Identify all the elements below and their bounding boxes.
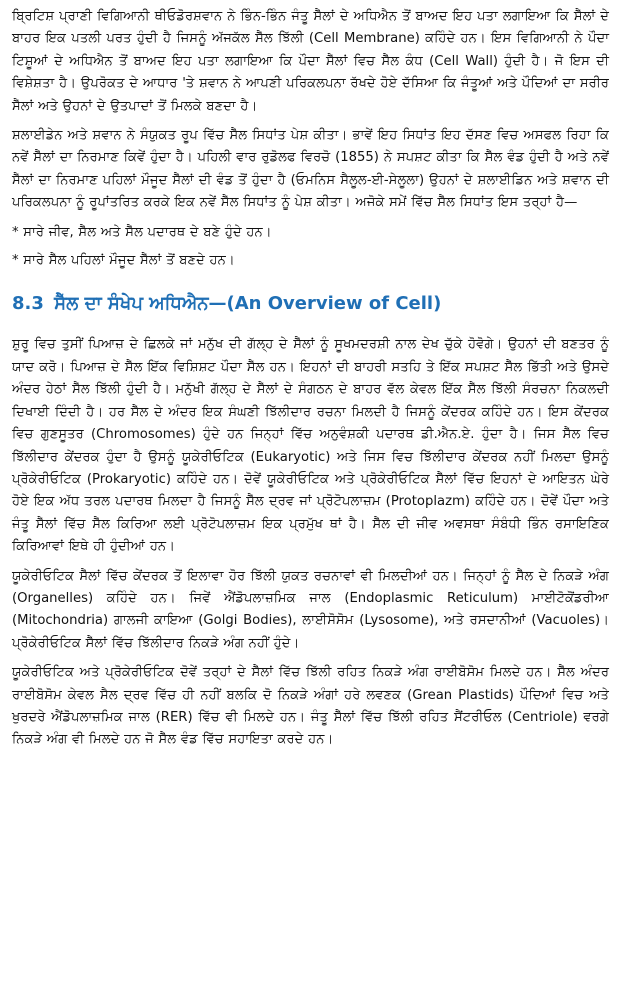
section-title: ਸੈੱਲ ਦਾ ਸੰਖੇਪ ਅਧਿਐਨ—(An Overview of Cell) xyxy=(54,293,442,315)
bullet-item: * ਸਾਰੇ ਜੀਵ, ਸੈੱਲ ਅਤੇ ਸੈੱਲ ਪਦਾਰਥ ਦੇ ਬਣੇ ਹੁੰਦੇ ਹਨ। xyxy=(12,224,272,240)
bullet-item: * ਸਾਰੇ ਸੈੱਲ ਪਹਿਲਾਂ ਮੌਜੂਦ ਸੈੱਲਾਂ ਤੋਂ ਬਣਦੇ ਹਨ। xyxy=(12,253,235,269)
section-heading xyxy=(12,290,609,318)
paragraph-onion-cheek-cells: ਸ਼ੁਰੂ ਵਿਚ ਤੁਸੀਂ ਪਿਆਜ਼ ਦੇ ਛਿਲਕੇ ਜਾਂ ਮਨੁੱਖ ਦੀ ਗੱਲ੍ਹ ਦੇ ਸੈੱਲਾਂ ਨੂੰ ਸੂਖਮਦਰਸ਼ੀ ਨਾਲ ਦੇਖ ਚੁੱਕੇ ਹੋਵੋਗੇ। ਉਹਨਾਂ ਦੀ ਬਣਤਰ ਨੂੰ ਯਾਦ ਕਰੋ। ਪਿਆਜ਼ ਦੇ ਸੈੱਲ ਇੱਕ ਵਿਸ਼ਿਸ਼ਟ ਪੌਦਾ ਸੈੱਲ ਹਨ। ਇਹਨਾਂ ਦੀ ਬਾਹਰੀ ਸਤਹਿ ਤੇ ਇੱਕ ਸਪਸ਼ਟ ਸੈੱਲ ਭਿੱਤੀ ਅਤੇ ਉਸਦੇ ਅੰਦਰ ਹੇਠਾਂ ਸੈੱਲ ਝਿੱਲੀ ਹੁੰਦੀ ਹੈ। ਮਨੁੱਖੀ ਗੱਲ੍ਹ ਦੇ ਸੈੱਲਾਂ ਦੇ ਸੰਗਠਨ ਦੇ ਬਾਹਰ ਵੱਲ ਕੇਵਲ ਇੱਕ ਸੈੱਲ ਝਿੱਲੀ ਸੰਰਚਨਾ ਨਿਕਲਦੀ ਦਿਖਾਈ ਦਿੰਦੀ ਹੈ। ਹਰ ਸੈੱਲ ਦੇ ਅੰਦਰ ਇਕ ਸੰਘਣੀ ਝਿੱਲੀਦਾਰ ਰਚਨਾ ਮਿਲਦੀ ਹੈ ਜਿਸਨੂੰ ਕੇਂਦਰਕ ਕਹਿੰਦੇ ਹਨ। ਇਸ ਕੇਂਦਰਕ ਵਿਚ ਗੁਣਸੂਤਰ (Chromosomes) ਹੁੰਦੇ ਹਨ ਜਿਨ੍ਹਾਂ ਵਿੱਚ ਅਨੁਵੰਸ਼ਕੀ ਪਦਾਰਥ ਡੀ.ਐਨ.ਏ. ਹੁੰਦਾ ਹੈ। ਜਿਸ ਸੈੱਲ ਵਿਚ ਝਿੱਲੀਦਾਰ ਕੇਂਦਰਕ ਹੁੰਦਾ ਹੈ ਉਸਨੂੰ ਯੂਕੇਰੀਓਟਿਕ (Eukaryotic) ਅਤੇ ਜਿਸ ਵਿਚ ਝਿੱਲੀਦਾਰ ਕੇਂਦਰਕ ਨਹੀਂ ਮਿਲਦਾ ਉਸਨੂੰ ਪ੍ਰੋਕੇਰੀਓਟਿਕ (Prokaryotic) ਕਹਿੰਦੇ ਹਨ। ਦੋਵੇਂ ਯੂਕੇਰੀਓਟਿਕ ਅਤੇ ਪ੍ਰੋਕੇਰੀਓਟਿਕ ਸੈੱਲਾਂ ਵਿੱਚ ਇਹਨਾਂ ਦੇ ਆਇਤਨ ਘੇਰੇ ਹੋਏ ਇਕ ਅੱਧ ਤਰਲ ਪਦਾਰਥ ਮਿਲਦਾ ਹੈ ਜਿਸਨੂੰ ਸੈੱਲ ਦ੍ਰਵ ਜਾਂ ਪ੍ਰੋਟੋਪਲਾਜ਼ਮ (Protoplazm) ਕਹਿੰਦੇ ਹਨ। ਦੋਵੇਂ ਪੌਦਾ ਅਤੇ ਜੰਤੂ ਸੈੱਲਾਂ ਵਿੱਚ ਸੈੱਲ ਕਿਰਿਆ ਲਈ ਪ੍ਰੋਟੋਪਲਾਜ਼ਮ ਇਕ ਪ੍ਰਮੁੱਖ ਥਾਂ ਹੈ। ਸੈੱਲ ਦੀ ਜੀਵ ਅਵਸਥਾ ਸੰਬੰਧੀ ਭਿੰਨ ਰਸਾਇਣਿਕ ਕਿਰਿਆਵਾਂ ਇਥੇ ਹੀ ਹੁੰਦੀਆਂ ਹਨ। xyxy=(12,337,609,555)
section-number: 8.3 xyxy=(12,293,44,315)
paragraph-organelles: ਯੂਕੇਰੀਓਟਿਕ ਸੈੱਲਾਂ ਵਿੱਚ ਕੇਂਦਰਕ ਤੋਂ ਇਲਾਵਾ ਹੋਰ ਝਿੱਲੀ ਯੁਕਤ ਰਚਨਾਵਾਂ ਵੀ ਮਿਲਦੀਆਂ ਹਨ। ਜਿਨ੍ਹਾਂ ਨੂੰ ਸੈੱਲ ਦੇ ਨਿਕੜੇ ਅੰਗ (Organelles) ਕਹਿੰਦੇ ਹਨ। ਜਿਵੇਂ ਐਂਡੋਪਲਾਜ਼ਮਿਕ ਜਾਲ (Endoplasmic Reticulum) ਮਾਈਟੋਕੋਂਡਰੀਆ (Mitochondria) ਗਾਲਜੀ ਕਾਇਆ (Golgi Bodies), ਲਾਈਸੋਸੋਮ (Lysosome), ਅਤੇ ਰਸਦਾਨੀਆਂ (Vacuoles)। ਪ੍ਰੋਕੇਰੀਓਟਿਕ ਸੈੱਲਾਂ ਵਿੱਚ ਝਿੱਲੀਦਾਰ ਨਿਕੜੇ ਅੰਗ ਨਹੀਂ ਹੁੰਦੇ। xyxy=(12,568,609,651)
paragraph-cell-theory: ਸ਼ਲਾਈਡੇਨ ਅਤੇ ਸ਼ਵਾਨ ਨੇ ਸੰਯੁਕਤ ਰੂਪ ਵਿੱਚ ਸੈੱਲ ਸਿਧਾਂਤ ਪੇਸ਼ ਕੀਤਾ। ਭਾਵੇਂ ਇਹ ਸਿਧਾਂਤ ਇਹ ਦੱਸਣ ਵਿਚ ਅਸਫਲ ਰਿਹਾ ਕਿ ਨਵੇਂ ਸੈੱਲਾਂ ਦਾ ਨਿਰਮਾਣ ਕਿਵੇਂ ਹੁੰਦਾ ਹੈ। ਪਹਿਲੀ ਵਾਰ ਰੁਡੋਲਫ ਵਿਰਚੋ (1855) ਨੇ ਸਪਸ਼ਟ ਕੀਤਾ ਕਿ ਸੈੱਲ ਵੰਡ ਹੁੰਦੀ ਹੈ ਅਤੇ ਨਵੇਂ ਸੈੱਲਾਂ ਦਾ ਨਿਰਮਾਣ ਪਹਿਲਾਂ ਮੌਜੂਦ ਸੈੱਲਾਂ ਦੀ ਵੰਡ ਤੋਂ ਹੁੰਦਾ ਹੈ (ਓਮਨਿਸ ਸੈਲੂਲ-ਈ-ਸੇਲੂਲਾ) ਉਹਨਾਂ ਦੇ ਸ਼ਲਾਈਡਿਨ ਅਤੇ ਸ਼ਵਾਨ ਦੀ ਪਰਿਕਲਪਨਾ ਨੂੰ ਰੂਪਾਂਤਰਿਤ ਕਰਕੇ ਇਕ ਨਵੇਂ ਸੈੱਲ ਸਿਧਾਂਤ ਨੂੰ ਪੇਸ਼ ਕੀਤਾ। ਅਜੋਕੇ ਸਮੇਂ ਵਿੱਚ ਸੈੱਲ ਸਿਧਾਂਤ ਇਸ ਤਰ੍ਹਾਂ ਹੈ— xyxy=(12,128,609,211)
paragraph-cell-membrane: ਬ੍ਰਿਟਿਸ਼ ਪ੍ਰਾਣੀ ਵਿਗਿਆਨੀ ਥੀਓਡੋਰਸ਼ਵਾਨ ਨੇ ਭਿੰਨ-ਭਿੰਨ ਜੰਤੂ ਸੈੱਲਾਂ ਦੇ ਅਧਿਐਨ ਤੋਂ ਬਾਅਦ ਇਹ ਪਤਾ ਲਗਾਇਆ ਕਿ ਸੈੱਲਾਂ ਦੇ ਬਾਹਰ ਇਕ ਪਤਲੀ ਪਰਤ ਹੁੰਦੀ ਹੈ ਜਿਸਨੂੰ ਅੱਜਕੱਲ ਸੈੱਲ ਝਿੱਲੀ (Cell Membrane) ਕਹਿੰਦੇ ਹਨ। ਇਸ ਵਿਗਿਆਨੀ ਨੇ ਪੌਦਾ ਟਿਸ਼ੂਆਂ ਦੇ ਅਧਿਐਨ ਤੋਂ ਬਾਅਦ ਇਹ ਪਤਾ ਲਗਾਇਆ ਕਿ ਪੌਦਾ ਸੈੱਲਾਂ ਵਿਚ ਸੈੱਲ ਕੰਧ (Cell Wall) ਹੁੰਦੀ ਹੈ। ਜੋ ਇਸ ਦੀ ਵਿਸ਼ੇਸ਼ਤਾ ਹੈ। ਉਪਰੋਕਤ ਦੇ ਆਧਾਰ 'ਤੇ ਸ਼ਵਾਨ ਨੇ ਆਪਣੀ ਪਰਿਕਲਪਨਾ ਰੱਖਦੇ ਹੋਏ ਦੱਸਿਆ ਕਿ ਜੰਤੂਆਂ ਅਤੇ ਪੌਦਿਆਂ ਦਾ ਸਰੀਰ ਸੈੱਲਾਂ ਅਤੇ ਉਹਨਾਂ ਦੇ ਉਤਪਾਦਾਂ ਤੋਂ ਮਿਲਕੇ ਬਣਦਾ ਹੈ। xyxy=(12,9,609,114)
paragraph-ribosomes: ਯੂਕੇਰੀਓਟਿਕ ਅਤੇ ਪ੍ਰੋਕੇਰੀਓਟਿਕ ਦੋਵੇਂ ਤਰ੍ਹਾਂ ਦੇ ਸੈੱਲਾਂ ਵਿੱਚ ਝਿੱਲੀ ਰਹਿਤ ਨਿਕੜੇ ਅੰਗ ਰਾਈਬੋਸੋਮ ਮਿਲਦੇ ਹਨ। ਸੈੱਲ ਅੰਦਰ ਰਾਈਬੋਸੋਮ ਕੇਵਲ ਸੈਲ ਦ੍ਰਵ ਵਿੱਚ ਹੀ ਨਹੀਂ ਬਲਕਿ ਦੋ ਨਿਕੜੇ ਅੰਗਾਂ ਹਰੇ ਲਵਣਕ (Grean Plastids) ਪੌਦਿਆਂ ਵਿਚ ਅਤੇ ਖੁਰਦਰੇ ਐਂਡੋਪਲਾਜ਼ਮਿਕ ਜਾਲ (RER) ਵਿੱਚ ਵੀ ਮਿਲਦੇ ਹਨ। ਜੰਤੂ ਸੈੱਲਾਂ ਵਿੱਚ ਝਿੱਲੀ ਰਹਿਤ ਸੈਂਟਰੀਓਲ (Centriole) ਵਰਗੇ ਨਿਕੜੇ ਅੰਗ ਵੀ ਮਿਲਦੇ ਹਨ ਜੋ ਸੈੱਲ ਵੰਡ ਵਿੱਚ ਸਹਾਇਤਾ ਕਰਦੇ ਹਨ। xyxy=(12,665,609,748)
